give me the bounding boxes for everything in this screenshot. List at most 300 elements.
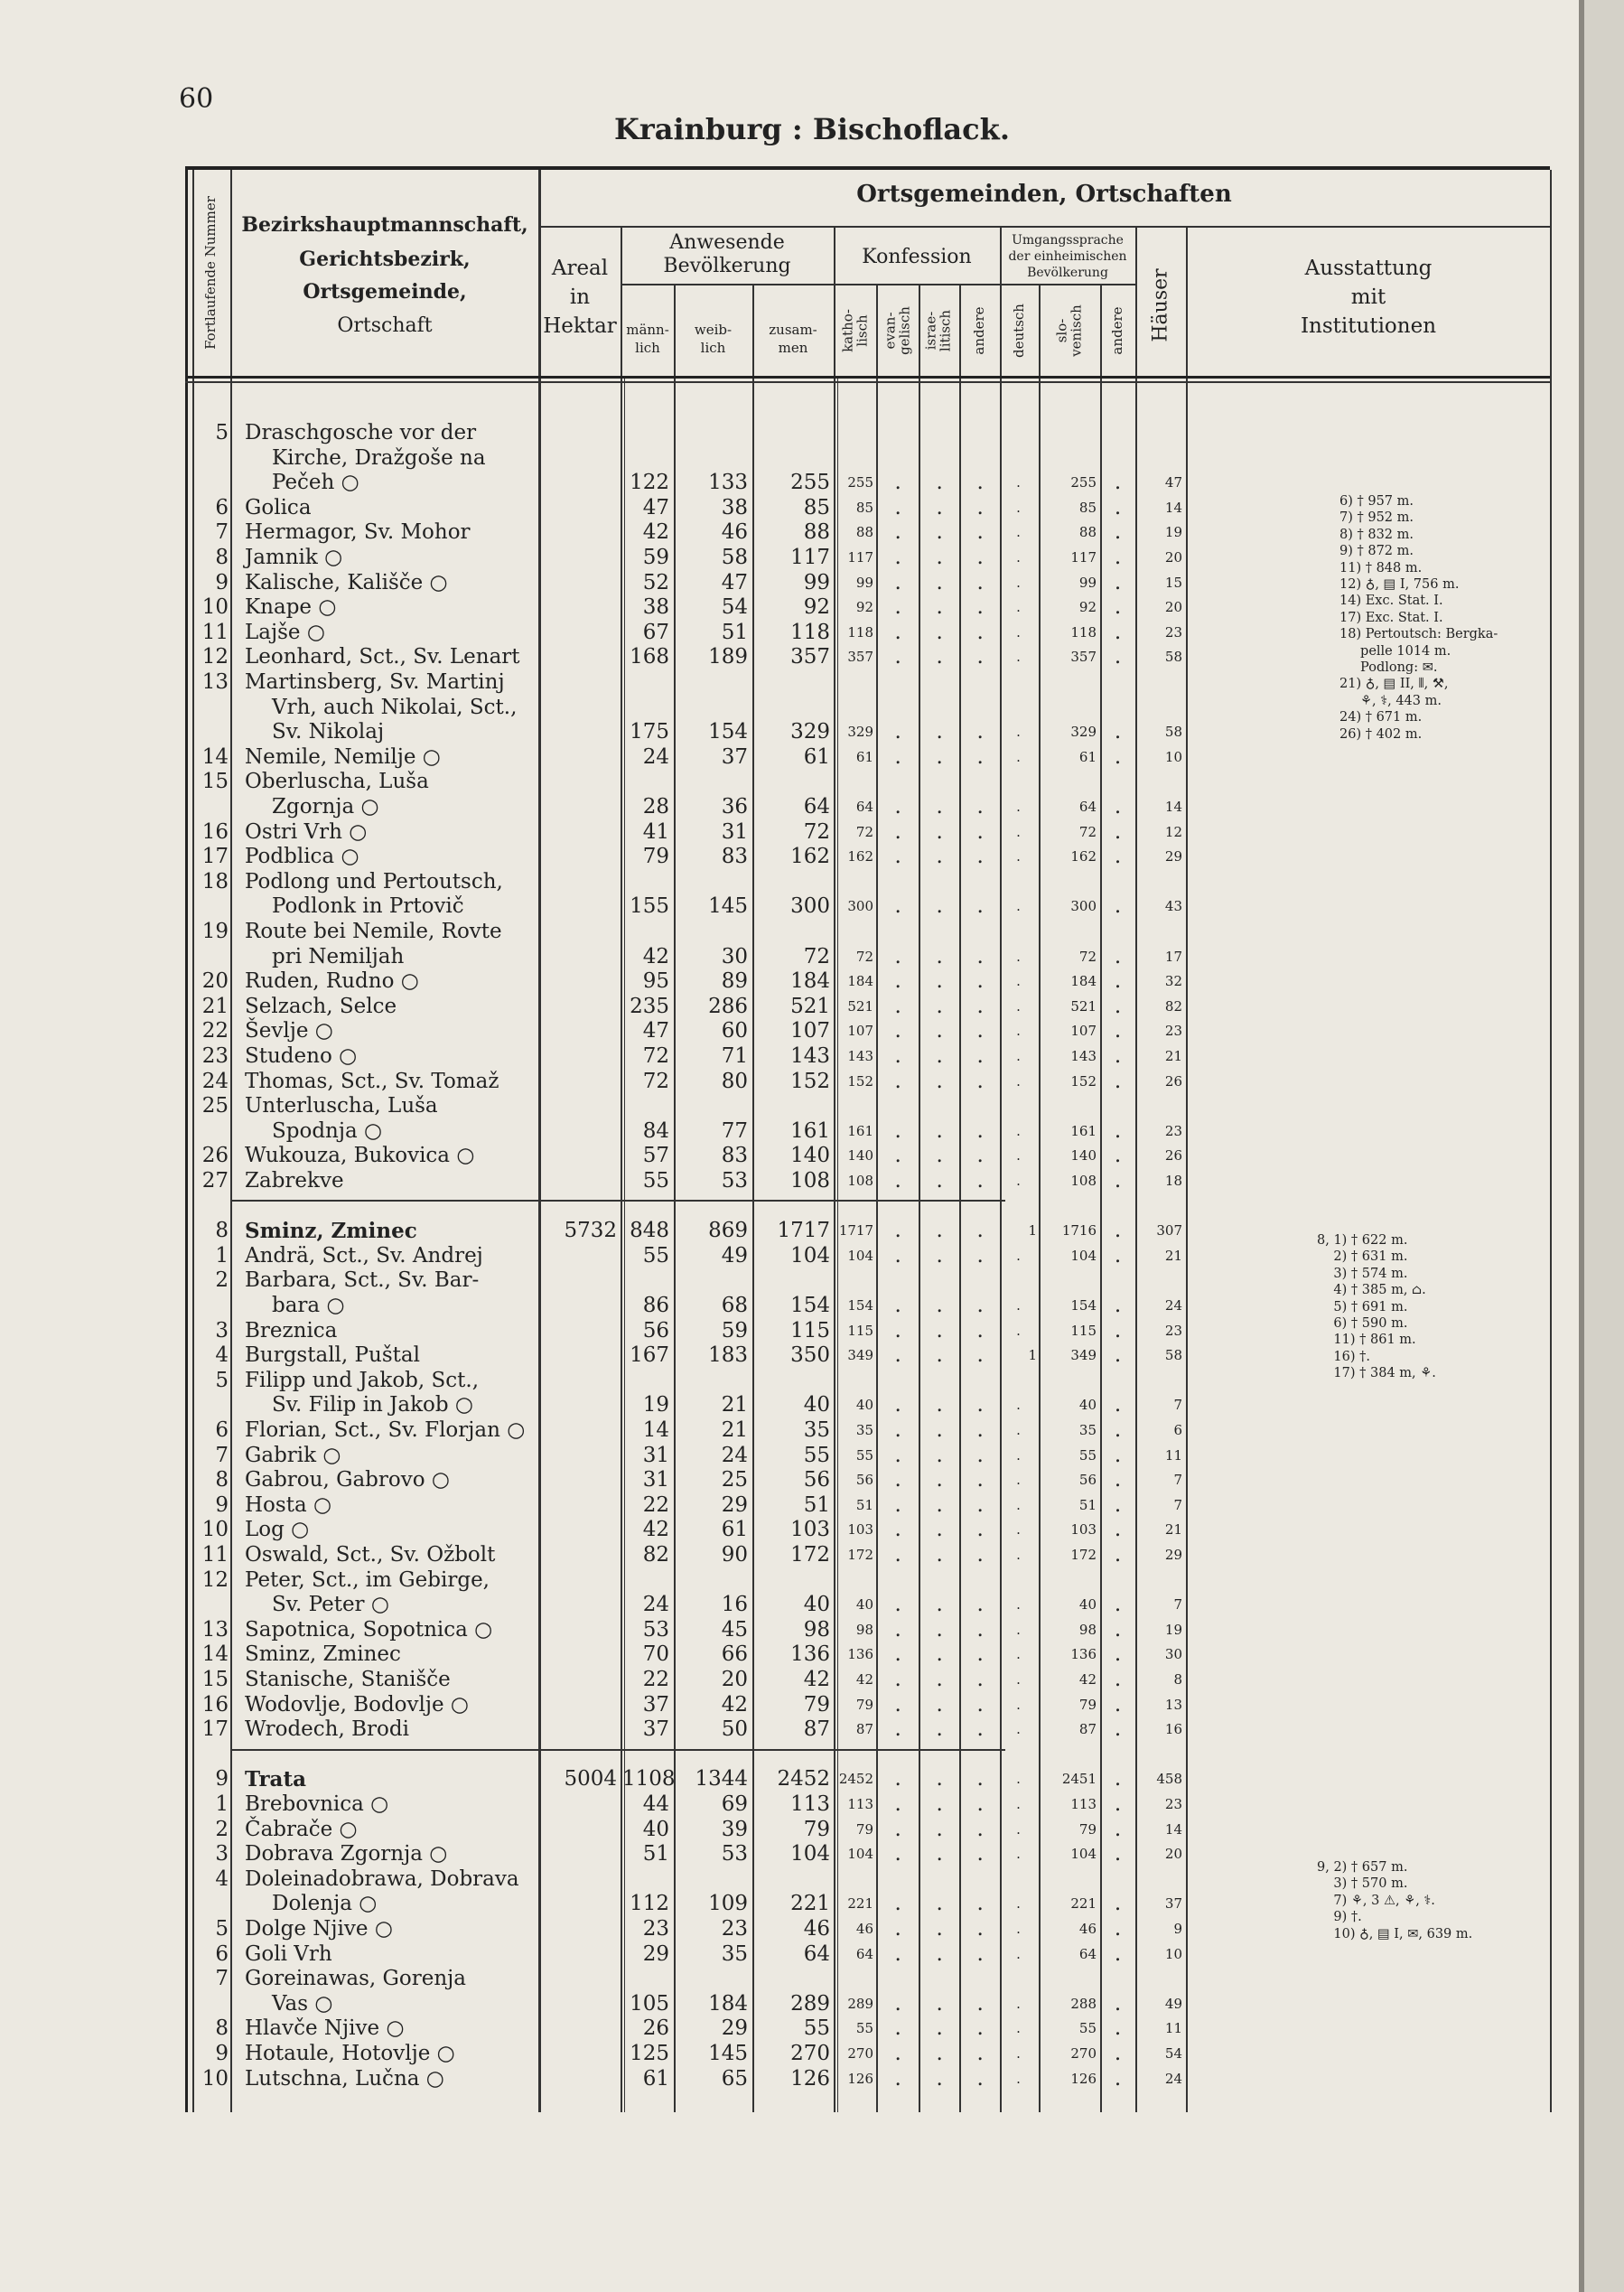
empty-cell: . — [976, 1792, 984, 1816]
cell-w: 36 — [721, 795, 748, 819]
cell-m: 168 — [630, 645, 669, 669]
cell-w: 21 — [721, 1418, 748, 1442]
cell-n: 21 — [201, 994, 229, 1018]
cell-z: 221 — [790, 1892, 830, 1916]
header-bevoelkerung: Bevölkerung — [663, 255, 791, 277]
cell-name: Dolge Njive ○ — [245, 1917, 393, 1941]
cell-m: 47 — [642, 1019, 669, 1043]
cell-z: 161 — [790, 1118, 830, 1143]
cell-m: 23 — [642, 1917, 669, 1941]
header-haeuser: Häuser — [1149, 268, 1172, 342]
cell-name: Oswald, Sct., Sv. Ožbolt — [245, 1543, 496, 1567]
empty-cell: . — [894, 1443, 901, 1467]
cell-name: Doleinadobrawa, Dobrava — [245, 1866, 519, 1891]
cell-a: . — [1114, 546, 1122, 569]
cell-s: 104 — [1070, 1846, 1097, 1863]
table-row — [185, 1418, 1550, 1444]
cell-n: 20 — [201, 969, 229, 994]
cell-k: 40 — [855, 1397, 873, 1414]
empty-cell: . — [976, 845, 984, 869]
cell-h: 11 — [1164, 1446, 1182, 1464]
cell-w: 286 — [708, 994, 748, 1018]
cell-s: 88 — [1078, 524, 1097, 541]
empty-cell: . — [936, 1044, 943, 1068]
empty-cell: . — [936, 894, 943, 919]
cell-k: 79 — [855, 1696, 873, 1713]
cell-n: 4 — [215, 1343, 229, 1368]
cell-k: 35 — [855, 1422, 873, 1438]
cell-name: Goreinawas, Gorenja — [245, 1967, 467, 1991]
cell-name: Vrh, auch Nikolai, Sct., — [272, 695, 518, 719]
empty-cell: . — [936, 1393, 943, 1417]
cell-n: 7 — [215, 520, 229, 545]
cell-z: 72 — [803, 819, 830, 844]
empty-cell: . — [894, 795, 901, 819]
cell-z: 107 — [790, 1019, 830, 1043]
empty-cell: . — [936, 1318, 943, 1342]
page-edge — [1579, 0, 1624, 2292]
cell-a: . — [1114, 1169, 1122, 1193]
empty-cell: . — [976, 1318, 984, 1342]
empty-cell: . — [936, 2066, 943, 2091]
cell-a: . — [1114, 570, 1122, 594]
cell-w: 65 — [721, 2066, 748, 2091]
cell-w: 189 — [708, 645, 748, 669]
cell-s: 184 — [1070, 973, 1097, 990]
empty-cell: . — [894, 471, 901, 495]
empty-cell: . — [894, 1617, 901, 1642]
cell-n: 12 — [201, 1567, 229, 1592]
cell-m: 235 — [630, 994, 669, 1018]
cell-k: 92 — [855, 599, 873, 616]
cell-w: 38 — [721, 495, 748, 519]
cell-h: 7 — [1173, 1596, 1182, 1614]
cell-name: Unterluscha, Luša — [245, 1094, 438, 1118]
cell-h: 32 — [1164, 973, 1182, 990]
empty-cell: . — [936, 1243, 943, 1268]
header-bezirk-4: Ortschaft — [337, 314, 433, 337]
cell-name: Ruden, Rudno ○ — [245, 969, 419, 994]
cell-k: 104 — [847, 1846, 873, 1863]
table-row — [185, 820, 1550, 846]
cell-w: 83 — [721, 845, 748, 869]
cell-w: 80 — [721, 1069, 748, 1093]
cell-k: 61 — [855, 748, 873, 765]
cell-n: 5 — [215, 1917, 229, 1941]
table-row — [185, 2016, 1550, 2042]
cell-z: 46 — [803, 1917, 830, 1941]
cell-z: 79 — [803, 1692, 830, 1717]
cell-w: 49 — [721, 1243, 748, 1268]
cell-s: 107 — [1070, 1023, 1097, 1040]
empty-cell: . — [936, 1842, 943, 1866]
cell-a: . — [1114, 1767, 1122, 1792]
empty-cell: . — [976, 1294, 984, 1317]
cell-h: 10 — [1164, 1945, 1182, 1962]
cell-w: 53 — [721, 1169, 748, 1193]
table-row — [185, 1568, 1550, 1594]
cell-a: . — [1114, 845, 1122, 869]
cell-m: 40 — [642, 1817, 669, 1841]
cell-k: 143 — [847, 1048, 873, 1064]
cell-w: 35 — [721, 1941, 748, 1966]
cell-n: 4 — [215, 1866, 229, 1891]
cell-a: . — [1114, 1393, 1122, 1417]
cell-h: 7 — [1173, 1397, 1182, 1414]
cell-m: 47 — [642, 495, 669, 519]
cell-d: . — [1016, 1721, 1021, 1738]
cell-z: 1717 — [777, 1219, 830, 1243]
empty-cell: . — [936, 1767, 943, 1792]
empty-cell: . — [976, 744, 984, 769]
cell-z: 40 — [803, 1593, 830, 1617]
cell-m: 82 — [642, 1543, 669, 1567]
cell-k: 117 — [847, 549, 873, 566]
cell-n: 5 — [215, 1368, 229, 1392]
cell-s: 108 — [1070, 1173, 1097, 1189]
header-konf-andere: andere — [971, 306, 988, 355]
cell-z: 61 — [803, 744, 830, 769]
table-row — [185, 1668, 1550, 1693]
cell-n: 15 — [201, 1668, 229, 1691]
cell-z: 350 — [790, 1343, 830, 1368]
cell-name: Peter, Sct., im Gebirge, — [245, 1567, 490, 1592]
cell-d: . — [1016, 499, 1021, 516]
cell-name: Wrodech, Brodi — [245, 1717, 409, 1742]
cell-d: . — [1016, 1173, 1021, 1189]
cell-d: . — [1016, 1297, 1021, 1314]
cell-h: 14 — [1164, 799, 1182, 815]
table-row — [185, 894, 1550, 920]
table-row — [185, 1767, 1550, 1792]
empty-cell: . — [936, 1917, 943, 1941]
cell-h: 58 — [1164, 724, 1182, 741]
cell-w: 20 — [721, 1668, 748, 1691]
empty-cell: . — [936, 994, 943, 1018]
cell-k: 56 — [855, 1472, 873, 1489]
empty-cell: . — [894, 546, 901, 569]
cell-a: . — [1114, 520, 1122, 545]
cell-a: . — [1114, 720, 1122, 744]
empty-cell: . — [894, 1343, 901, 1368]
empty-cell: . — [894, 1118, 901, 1143]
cell-s: 300 — [1070, 898, 1097, 915]
empty-cell: . — [894, 1792, 901, 1816]
cell-m: 848 — [630, 1219, 669, 1243]
table-row — [185, 446, 1550, 472]
empty-cell: . — [976, 720, 984, 744]
cell-n: 2 — [215, 1817, 229, 1841]
cell-n: 12 — [201, 645, 229, 669]
cell-n: 16 — [201, 1692, 229, 1717]
cell-n: 18 — [201, 869, 229, 893]
empty-cell: . — [894, 1518, 901, 1542]
cell-name: Sv. Peter ○ — [272, 1593, 389, 1617]
cell-h: 11 — [1164, 2020, 1182, 2037]
cell-h: 82 — [1164, 997, 1182, 1015]
cell-z: 136 — [790, 1642, 830, 1667]
cell-a: . — [1114, 1717, 1122, 1742]
cell-h: 30 — [1164, 1646, 1182, 1663]
cell-w: 77 — [721, 1118, 748, 1143]
cell-n: 14 — [201, 744, 229, 769]
cell-name: Hosta ○ — [245, 1492, 332, 1517]
cell-n: 7 — [215, 1967, 229, 1991]
cell-h: 20 — [1164, 599, 1182, 616]
cell-k: 64 — [855, 1945, 873, 1962]
cell-k: 55 — [855, 2020, 873, 2037]
cell-w: 145 — [708, 2042, 748, 2065]
header-umgang-1: Umgangssprache — [1012, 233, 1124, 248]
cell-z: 55 — [803, 1443, 830, 1467]
empty-cell: . — [894, 1219, 901, 1243]
cell-name: Gabrik ○ — [245, 1443, 341, 1467]
cell-z: 92 — [803, 595, 830, 620]
empty-cell: . — [894, 1991, 901, 2016]
cell-n: 3 — [215, 1842, 229, 1866]
header-umgang-2: der einheimischen — [1008, 249, 1127, 264]
empty-cell: . — [976, 1468, 984, 1492]
cell-m: 52 — [642, 570, 669, 594]
cell-k: 40 — [855, 1596, 873, 1614]
cell-h: 26 — [1164, 1072, 1182, 1090]
cell-name: Martinsberg, Sv. Martinj — [245, 670, 505, 694]
cell-d: . — [1016, 1048, 1021, 1064]
empty-cell: . — [976, 1717, 984, 1742]
cell-d: . — [1016, 898, 1021, 915]
table-row — [185, 870, 1550, 895]
cell-w: 133 — [708, 471, 748, 495]
cell-m: 55 — [642, 1169, 669, 1193]
cell-s: 92 — [1078, 599, 1097, 616]
cell-a: . — [1114, 819, 1122, 844]
cell-m: 22 — [642, 1668, 669, 1691]
empty-cell: . — [936, 1294, 943, 1317]
table-row — [185, 770, 1550, 795]
empty-cell: . — [894, 1892, 901, 1916]
cell-z: 64 — [803, 1941, 830, 1966]
cell-s: 255 — [1070, 474, 1097, 491]
cell-z: 2452 — [777, 1767, 830, 1792]
cell-w: 53 — [721, 1842, 748, 1866]
empty-cell: . — [894, 1767, 901, 1792]
cell-h: 47 — [1164, 474, 1182, 491]
empty-cell: . — [936, 1717, 943, 1742]
cell-s: 72 — [1078, 948, 1097, 965]
cell-a: . — [1114, 1019, 1122, 1043]
cell-m: 112 — [630, 1892, 669, 1916]
cell-h: 23 — [1164, 1122, 1182, 1139]
cell-a: . — [1114, 1892, 1122, 1916]
cell-name: Breznica — [245, 1318, 338, 1342]
cell-s: 113 — [1070, 1796, 1097, 1812]
table-row — [185, 471, 1550, 496]
empty-cell: . — [976, 1069, 984, 1093]
cell-a: . — [1114, 994, 1122, 1018]
cell-name: Hermagor, Sv. Mohor — [245, 520, 471, 545]
cell-k: 104 — [847, 1247, 873, 1264]
page-number: 60 — [179, 83, 214, 115]
cell-n: 6 — [215, 495, 229, 519]
cell-h: 12 — [1164, 823, 1182, 840]
cell-n: 9 — [215, 2042, 229, 2065]
empty-cell: . — [976, 1343, 984, 1368]
cell-d: . — [1016, 1596, 1021, 1614]
cell-n: 24 — [201, 1069, 229, 1093]
header-weiblich-1: weib- — [694, 322, 733, 338]
table-row — [185, 1818, 1550, 1843]
cell-a: . — [1114, 495, 1122, 519]
empty-cell: . — [894, 2016, 901, 2041]
empty-cell: . — [936, 645, 943, 669]
cell-z: 88 — [803, 520, 830, 545]
cell-m: 53 — [642, 1617, 669, 1642]
cell-name: Podlong und Pertoutsch, — [245, 869, 503, 893]
cell-z: 118 — [790, 620, 830, 644]
cell-d: . — [1016, 1621, 1021, 1638]
cell-h: 21 — [1164, 1247, 1182, 1264]
cell-k: 113 — [847, 1796, 873, 1812]
empty-cell: . — [976, 546, 984, 569]
cell-k: 126 — [847, 2070, 873, 2087]
table-row — [185, 920, 1550, 945]
table-row — [185, 795, 1550, 820]
empty-cell: . — [936, 471, 943, 495]
cell-s: 79 — [1078, 1820, 1097, 1838]
empty-cell: . — [894, 1044, 901, 1068]
empty-cell: . — [894, 994, 901, 1018]
cell-s: 56 — [1078, 1472, 1097, 1489]
cell-m: 42 — [642, 944, 669, 968]
cell-z: 98 — [803, 1617, 830, 1642]
cell-z: 521 — [790, 994, 830, 1018]
cell-k: 103 — [847, 1521, 873, 1539]
cell-w: 71 — [721, 1044, 748, 1068]
cell-s: 154 — [1070, 1297, 1097, 1314]
table-row — [185, 1967, 1550, 1992]
empty-cell: . — [894, 845, 901, 869]
cell-k: 221 — [847, 1895, 873, 1913]
empty-cell: . — [936, 495, 943, 519]
empty-cell: . — [936, 1343, 943, 1368]
cell-n: 19 — [201, 920, 229, 943]
cell-z: 300 — [790, 894, 830, 919]
cell-k: 2452 — [838, 1771, 873, 1788]
cell-a: . — [1114, 1468, 1122, 1492]
table-row — [185, 745, 1550, 771]
cell-name: Kirche, Dražgoše na — [272, 445, 486, 470]
empty-cell: . — [894, 620, 901, 644]
table-row — [185, 845, 1550, 870]
cell-a: . — [1114, 1668, 1122, 1691]
cell-d: . — [1016, 623, 1021, 641]
cell-h: 54 — [1164, 2045, 1182, 2062]
table-row — [185, 2042, 1550, 2067]
cell-n: 8 — [215, 2016, 229, 2041]
cell-d: . — [1016, 2045, 1021, 2062]
table-row — [185, 1144, 1550, 1169]
cell-name: Studeno ○ — [245, 1044, 358, 1068]
cell-w: 31 — [721, 819, 748, 844]
empty-cell: . — [894, 1468, 901, 1492]
table-row — [185, 1618, 1550, 1643]
cell-s: 2451 — [1061, 1771, 1097, 1788]
cell-h: 24 — [1164, 2070, 1182, 2087]
cell-s: 64 — [1078, 1945, 1097, 1962]
cell-name: pri Nemiljah — [272, 944, 405, 968]
cell-s: 40 — [1078, 1397, 1097, 1414]
empty-cell: . — [976, 795, 984, 819]
cell-n: 15 — [201, 770, 229, 794]
cell-m: 67 — [642, 620, 669, 644]
cell-name: Golica — [245, 495, 312, 519]
empty-cell: . — [894, 570, 901, 594]
empty-cell: . — [936, 1118, 943, 1143]
cell-w: 68 — [721, 1294, 748, 1317]
empty-cell: . — [894, 1418, 901, 1442]
cell-z: 79 — [803, 1817, 830, 1841]
cell-z: 289 — [790, 1991, 830, 2016]
empty-cell: . — [976, 1991, 984, 2016]
table-row — [185, 969, 1550, 995]
cell-z: 126 — [790, 2066, 830, 2091]
cell-name: Sminz, Zminec — [245, 1219, 417, 1244]
cell-m: 56 — [642, 1318, 669, 1342]
cell-k: 72 — [855, 823, 873, 840]
cell-m: 19 — [642, 1393, 669, 1417]
cell-n: 9 — [215, 1492, 229, 1517]
empty-cell: . — [936, 845, 943, 869]
cell-d: . — [1016, 1247, 1021, 1264]
cell-w: 58 — [721, 546, 748, 569]
cell-name: Trata — [245, 1767, 306, 1792]
table-row — [185, 1493, 1550, 1519]
header-evangelisch: evan- gelisch — [882, 306, 912, 355]
empty-cell: . — [936, 720, 943, 744]
cell-m: 24 — [642, 1593, 669, 1617]
cell-s: 40 — [1078, 1596, 1097, 1614]
cell-s: 103 — [1070, 1521, 1097, 1539]
cell-h: 23 — [1164, 1322, 1182, 1339]
cell-name: Podlonk in Prtovič — [272, 894, 464, 919]
cell-s: 357 — [1070, 649, 1097, 666]
empty-cell: . — [936, 1941, 943, 1966]
header-bezirk-3: Ortsgemeinde, — [303, 280, 467, 304]
cell-a: . — [1114, 1842, 1122, 1866]
cell-n: 11 — [201, 620, 229, 644]
cell-m: 29 — [642, 1941, 669, 1966]
table-row — [185, 1642, 1550, 1668]
cell-a: . — [1114, 1917, 1122, 1941]
empty-cell: . — [976, 1543, 984, 1567]
cell-s: 140 — [1070, 1147, 1097, 1165]
cell-n: 11 — [201, 1543, 229, 1567]
cell-s: 35 — [1078, 1422, 1097, 1438]
header-deutsch: deutsch — [1011, 304, 1028, 358]
cell-s: 143 — [1070, 1048, 1097, 1064]
cell-k: 300 — [847, 898, 873, 915]
cell-h: 7 — [1173, 1496, 1182, 1513]
table-row — [185, 945, 1550, 970]
cell-m: 125 — [630, 2042, 669, 2065]
empty-cell: . — [976, 620, 984, 644]
cell-d: . — [1016, 2020, 1021, 2037]
cell-d: . — [1016, 1646, 1021, 1663]
cell-d: . — [1016, 1422, 1021, 1438]
cell-s: 104 — [1070, 1247, 1097, 1264]
cell-d: . — [1016, 1945, 1021, 1962]
cell-d: . — [1016, 474, 1021, 491]
